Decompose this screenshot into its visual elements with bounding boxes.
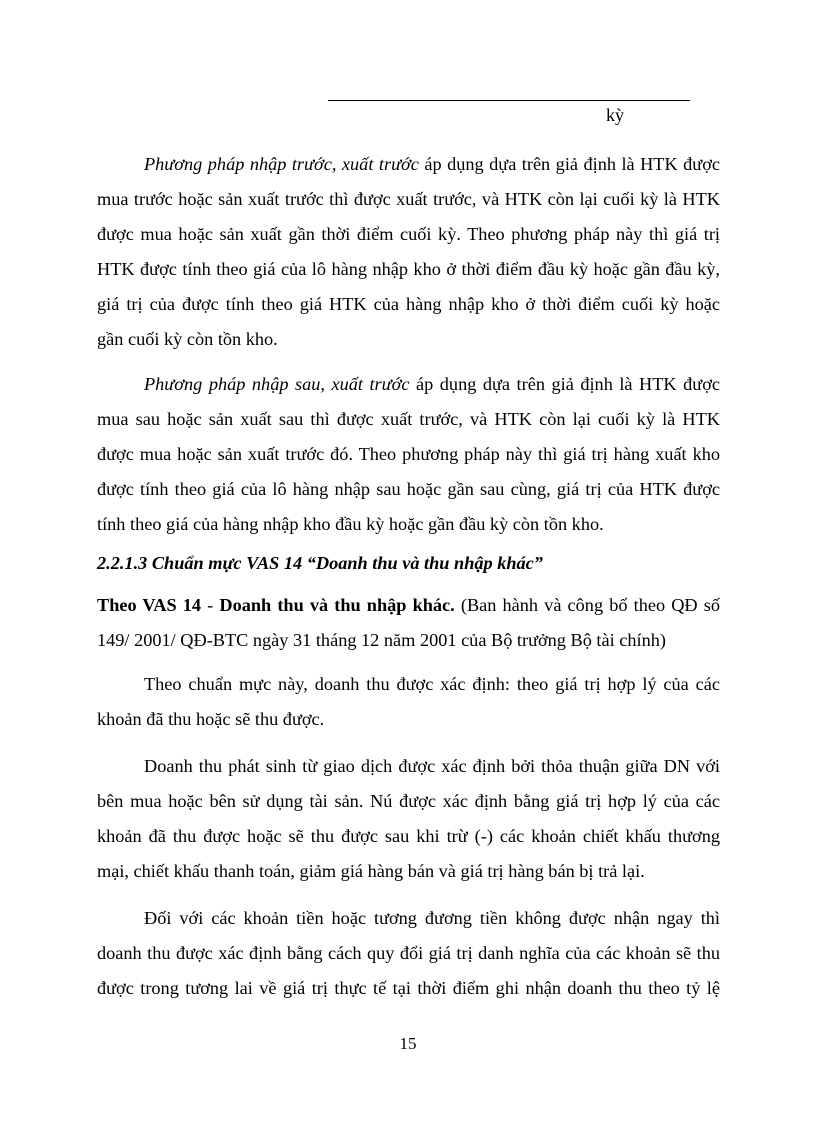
paragraph-line: khoản đã thu được hoặc sẽ thu được sau khi trừ (-) các khoản chiết khấu thương (97, 826, 720, 846)
paragraph-line: mua trước hoặc sản xuất trước thì được xuất trước, và HTK còn lại cuối kỳ là HTK (97, 189, 720, 209)
paragraph-line: Theo VAS 14 - Doanh thu và thu nhập khác. (Ban hành và công bố theo QĐ số (97, 595, 720, 615)
term-lifo: Phương pháp nhập sau, xuất trước (144, 374, 410, 394)
paragraph-line: mua sau hoặc sản xuất sau thì được xuất trước, và HTK còn lại cuối kỳ là HTK (97, 409, 720, 429)
paragraph-line: Doanh thu phát sinh từ giao dịch được xác định bởi thỏa thuận giữa DN với (144, 756, 720, 776)
paragraph-line: được mua hoặc sản xuất trước đó. Theo phương pháp này thì giá trị hàng xuất kho (97, 444, 720, 464)
paragraph-line: Phương pháp nhập trước, xuất trước áp dụng dựa trên giả định là HTK được (144, 154, 720, 174)
horizontal-rule (328, 100, 690, 101)
page-number: 15 (399, 1034, 417, 1053)
paragraph-line: tính theo giá của hàng nhập kho đầu kỳ hoặc gần đầu kỳ còn tồn kho. (97, 514, 604, 534)
paragraph-line: khoản đã thu hoặc sẽ thu được. (97, 709, 325, 729)
paragraph-line: gần cuối kỳ còn tồn kho. (97, 329, 278, 349)
paragraph-lifo (97, 367, 720, 542)
paragraph-line: Theo chuẩn mực này, doanh thu được xác định: theo giá trị hợp lý của các (144, 674, 720, 694)
top-fragment: kỳ (606, 105, 624, 125)
section-heading: 2.2.1.3 Chuẩn mực VAS 14 “Doanh thu và thu nhập khác” (97, 553, 543, 573)
paragraph-line: 149/ 2001/ QĐ-BTC ngày 31 tháng 12 năm 2001 của Bộ trưởng Bộ tài chính) (97, 630, 666, 650)
paragraph-line: doanh thu được xác định bằng cách quy đổi giá trị danh nghĩa của các khoản sẽ thu (97, 943, 720, 963)
paragraph-line: được tính theo giá của lô hàng nhập sau hoặc gần sau cùng, giá trị của HTK được (97, 479, 720, 499)
paragraph-line: được trong tương lai về giá trị thực tế tại thời điểm ghi nhận doanh thu theo tỷ lệ (97, 978, 720, 998)
paragraph-line: giá trị của được tính theo giá HTK của hàng nhập kho ở thời điểm cuối kỳ hoặc (97, 294, 720, 314)
paragraph-fifo (97, 147, 720, 357)
paragraph-deferred-cash (97, 901, 720, 1006)
paragraph-line: Phương pháp nhập sau, xuất trước áp dụng dựa trên giả định là HTK được (144, 374, 720, 394)
paragraph-line: Đối với các khoản tiền hoặc tương đương tiền không được nhận ngay thì (144, 908, 720, 928)
paragraph-definition (97, 667, 720, 737)
paragraph-vas14-source (97, 588, 720, 658)
paragraph-line: HTK được tính theo giá của lô hàng nhập kho ở thời điểm đầu kỳ hoặc gần đầu kỳ, (97, 259, 720, 279)
paragraph-line: được mua hoặc sản xuất gần thời điểm cuối kỳ. Theo phương pháp này thì giá trị (97, 224, 720, 244)
paragraph-line: mại, chiết khấu thanh toán, giảm giá hàng bán và giá trị hàng bán bị trả lại. (97, 861, 645, 881)
paragraph-line: bên mua hoặc bên sử dụng tài sản. Nú được xác định bằng giá trị hợp lý của các (97, 791, 720, 811)
paragraph-revenue-arising (97, 749, 720, 889)
term-fifo: Phương pháp nhập trước, xuất trước (144, 154, 419, 174)
